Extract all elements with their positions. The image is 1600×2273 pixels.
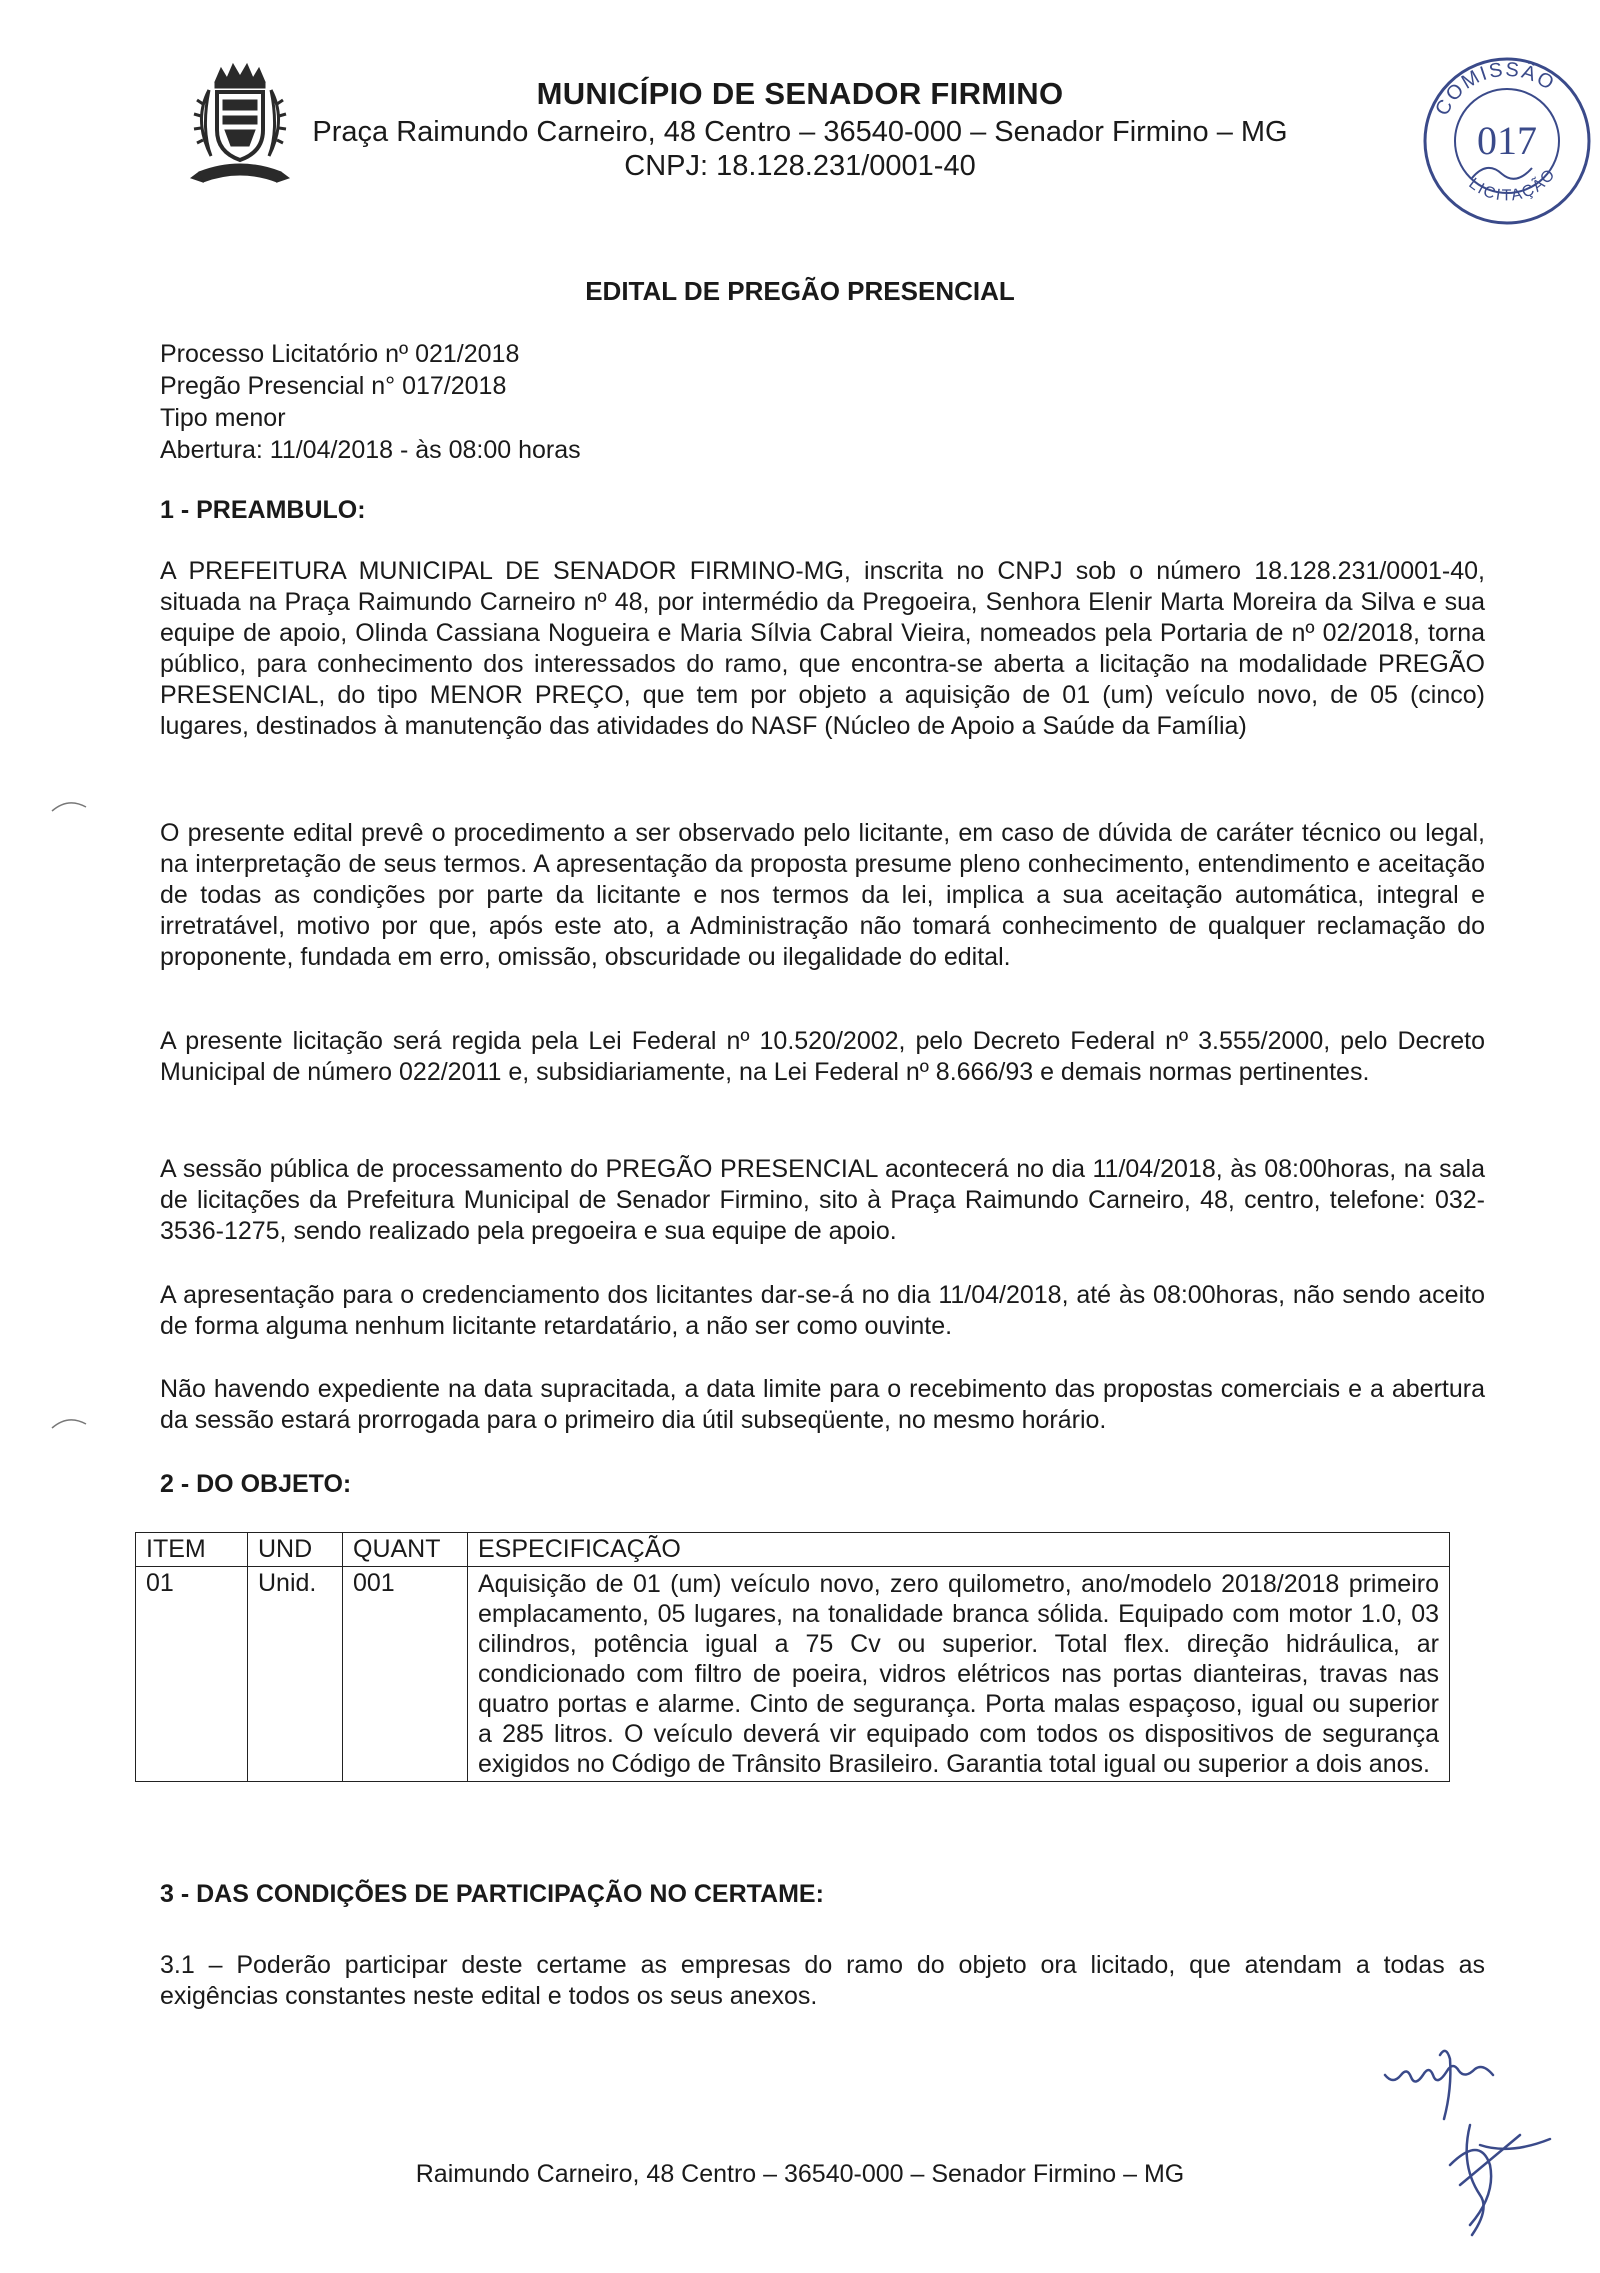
table-row	[136, 1567, 1450, 1782]
scan-mark	[50, 795, 90, 815]
section-3-heading: 3 - DAS CONDIÇÕES DE PARTICIPAÇÃO NO CERTAME:	[160, 1880, 824, 1908]
svg-text:COMISSÃO	[1431, 59, 1559, 120]
column-header-unit: UND	[248, 1533, 343, 1567]
table-header-row	[136, 1533, 1450, 1567]
session-paragraph: A sessão pública de processamento do PREGÃO PRESENCIAL acontecerá no dia 11/04/2018, às 08:00horas, na sala de licitações da Prefeitura Municipal de Senador Firmino, sito à Praça Raimundo Carneiro, 48, centro, telefone: 032-3536-1275, sendo realizado pela pregoeira e sua equipe de apoio.	[160, 1155, 1485, 1245]
auction-type: Tipo menor	[160, 404, 286, 432]
participation-paragraph: 3.1 – Poderão participar deste certame as empresas do ramo do objeto ora licitado, que atendam a todas as exigências constantes neste edital e todos os seus anexos.	[160, 1951, 1485, 2010]
opening-date: Abertura: 11/04/2018 - às 08:00 horas	[160, 436, 581, 464]
postponement-paragraph: Não havendo expediente na data supracitada, a data limite para o recebimento das propostas comerciais e a abertura da sessão estará prorrogada para o primeiro dia útil subseqüente, no mesmo horário.	[160, 1375, 1485, 1434]
footer-address: Raimundo Carneiro, 48 Centro – 36540-000 – Senador Firmino – MG	[415, 2160, 1185, 2188]
cell-unit: Unid.	[248, 1567, 343, 1782]
commission-stamp	[1412, 46, 1600, 236]
legislation-paragraph: A presente licitação será regida pela Lei Federal nº 10.520/2002, pelo Decreto Federal nº 3.555/2000, pelo Decreto Municipal de número 022/2011 e, subsidiariamente, na Lei Federal nº 8.666/93 e demais normas pertinentes.	[160, 1027, 1485, 1086]
object-table	[135, 1532, 1450, 1782]
handwritten-signature	[1380, 2035, 1580, 2265]
column-header-item: ITEM	[136, 1533, 248, 1567]
accreditation-paragraph: A apresentação para o credenciamento dos licitantes dar-se-á no dia 11/04/2018, até às 08:00horas, não sendo aceito de forma alguma nenhum licitante retardatário, a não ser como ouvinte.	[160, 1281, 1485, 1340]
process-number: Processo Licitatório nº 021/2018	[160, 340, 520, 368]
column-header-specification: ESPECIFICAÇÃO	[468, 1533, 1450, 1567]
process-info	[160, 338, 581, 466]
cell-item: 01	[136, 1567, 248, 1782]
coat-of-arms-logo	[185, 60, 295, 190]
cell-quantity: 001	[343, 1567, 468, 1782]
stamp-bottom-text: LICITAÇÃO	[1465, 165, 1560, 205]
section-2-heading: 2 - DO OBJETO:	[160, 1470, 352, 1498]
header-cnpj: CNPJ: 18.128.231/0001-40	[624, 150, 976, 182]
municipality-title: MUNICÍPIO DE SENADOR FIRMINO	[536, 76, 1064, 111]
header-address: Praça Raimundo Carneiro, 48 Centro – 36540-000 – Senador Firmino – MG	[312, 116, 1288, 148]
document-title: EDITAL DE PREGÃO PRESENCIAL	[585, 276, 1015, 306]
section-1-heading: 1 - PREAMBULO:	[160, 496, 366, 524]
cell-specification: Aquisição de 01 (um) veículo novo, zero quilometro, ano/modelo 2018/2018 primeiro emplacamento, 05 lugares, na tonalidade branca sólida. Equipado com motor 1.0, 03 cilindros, potência igual a 75 Cv ou superior. Total flex. direção hidráulica, ar condicionado com filtro de poeira, vidros elétricos nas portas dianteiras, travas nas quatro portas e alarme. Cinto de segurança. Porta malas espaçoso, igual ou superior a 285 litros. O veículo deverá vir equipado com todos os dispositivos de segurança exigidos no Código de Trânsito Brasileiro. Garantia total igual ou superior a dois anos.	[468, 1567, 1450, 1782]
scan-mark	[50, 1412, 90, 1432]
preamble-paragraph: A PREFEITURA MUNICIPAL DE SENADOR FIRMINO-MG, inscrita no CNPJ sob o número 18.128.231/0001-40, situada na Praça Raimundo Carneiro nº 48, por intermédio da Pregoeira, Senhora Elenir Marta Moreira da Silva e sua equipe de apoio, Olinda Cassiana Nogueira e Maria Sílvia Cabral Vieira, nomeados pela Portaria de nº 02/2018, torna público, para conhecimento dos interessados do ramo, que encontra-se aberta a licitação na modalidade PREGÃO PRESENCIAL, do tipo MENOR PREÇO, que tem por objeto a aquisição de 01 (um) veículo novo, de 05 (cinco) lugares, destinados à manutenção das atividades do NASF (Núcleo de Apoio a Saúde da Família)	[160, 557, 1485, 740]
column-header-quantity: QUANT	[343, 1533, 468, 1567]
auction-number: Pregão Presencial n° 017/2018	[160, 372, 507, 400]
edital-terms-paragraph: O presente edital prevê o procedimento a ser observado pelo licitante, em caso de dúvida de caráter técnico ou legal, na interpretação de seus termos. A apresentação da proposta presume pleno conhecimento, entendimento e aceitação de todas as condições por parte da licitante e nos termos da lei, implica a sua aceitação automática, integral e irretratável, motivo por que, após este ato, a Administração não tomará conhecimento de qualquer reclamação do proponente, fundada em erro, omissão, obscuridade ou ilegalidade do edital.	[160, 819, 1485, 971]
stamp-top-text: COMISSÃO	[1431, 58, 1560, 120]
stamp-number: 017	[1477, 118, 1537, 163]
